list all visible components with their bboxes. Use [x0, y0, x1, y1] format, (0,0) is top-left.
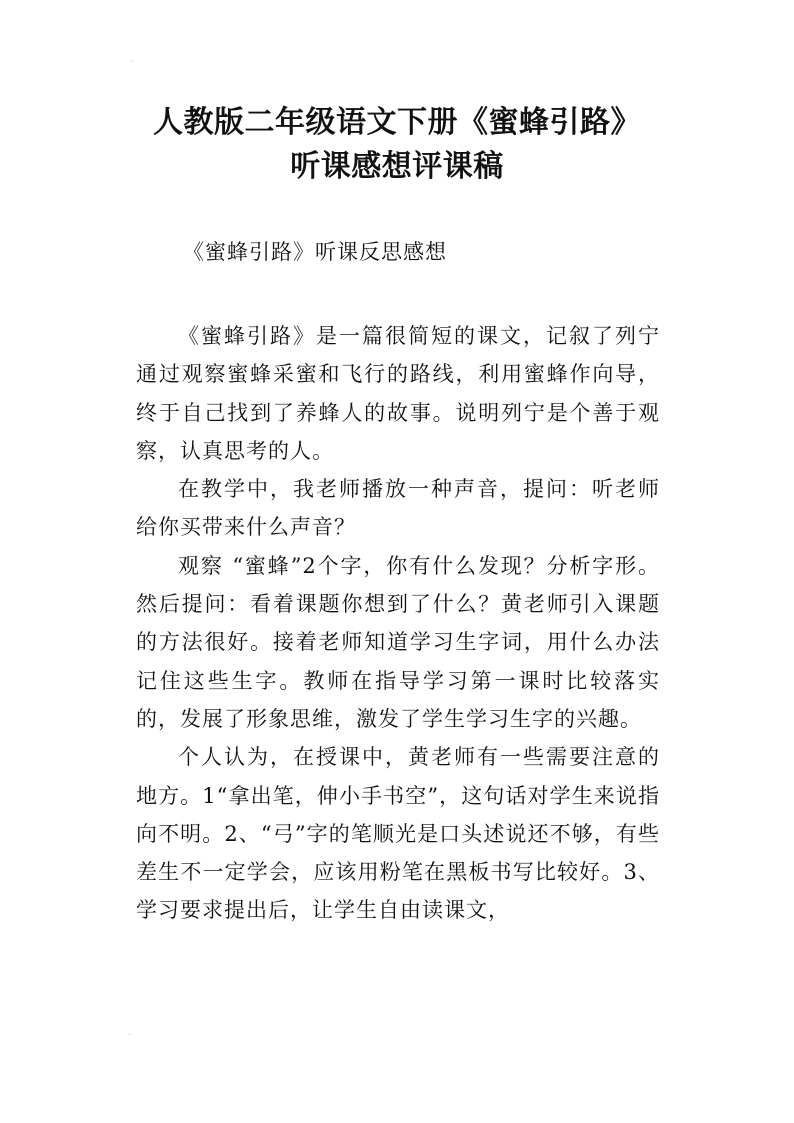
document-title	[96, 101, 698, 189]
paragraph: 个人认为，在授课中，黄老师有一些需要注意的地方。1“拿出笔，伸小手书空”，这句话对学生来说指向不明。2、“弓”字的笔顺光是口头述说还不够，有些差生不一定学会，应该用粉笔在黑板书写比较好。3、学习要求提出后，让学生自由读课文，	[136, 745, 660, 923]
paragraph: 《蜜蜂引路》是一篇很简短的课文，记叙了列宁通过观察蜜蜂采蜜和飞行的路线，利用蜜蜂作向导，终于自己找到了养蜂人的故事。说明列宁是个善于观察，认真思考的人。	[136, 324, 660, 463]
section-heading: 《蜜蜂引路》听课反思感想	[183, 240, 447, 264]
corner-mark-icon: ·	[130, 57, 134, 68]
document-body	[136, 317, 660, 930]
title-line-2: 听课感想评课稿	[290, 149, 504, 184]
paragraph: 观察 “蜜蜂”2个字，你有什么发现？分析字形。然后提问：看着课题你想到了什么？黄老师引入课题的方法很好。接着老师知道学习生字词，用什么办法记住这些生字。教师在指导学习第一课时比较落实的，发展了形象思维，激发了学生学习生字的兴趣。	[136, 553, 660, 731]
corner-mark-icon: ·	[128, 1030, 132, 1041]
paragraph: 在教学中，我老师播放一种声音，提问：听老师给你买带来什么声音？	[136, 477, 660, 540]
title-line-1: 人教版二年级语文下册《蜜蜂引路》	[153, 105, 641, 140]
